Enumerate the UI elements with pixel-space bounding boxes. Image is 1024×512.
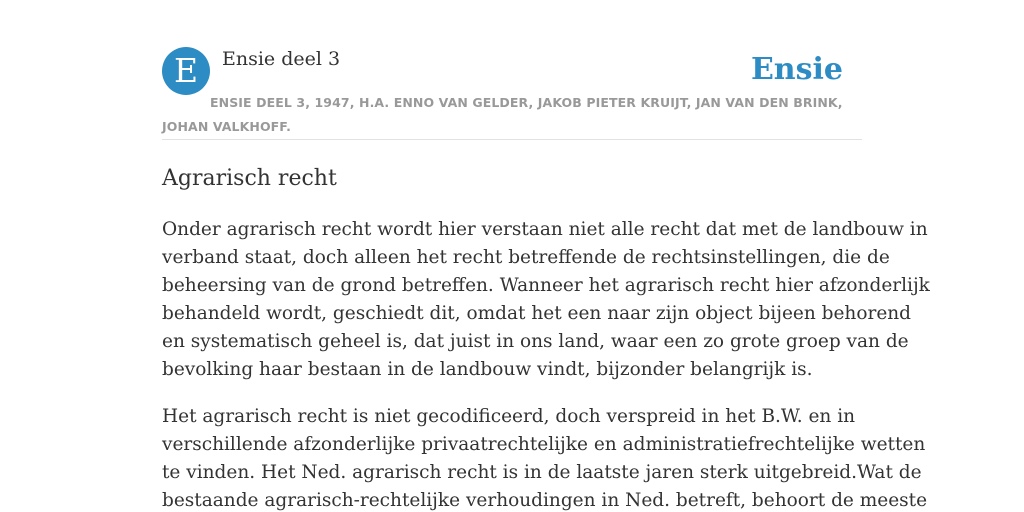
- brand-logo[interactable]: Ensie: [750, 52, 843, 87]
- book-title[interactable]: Ensie deel 3: [222, 48, 341, 70]
- ensie-logo-icon[interactable]: E: [162, 47, 210, 95]
- article: [162, 162, 930, 512]
- source-meta: ENSIE DEEL 3, 1947, H.A. ENNO VAN GELDER, JAKOB PIETER KRUIJT, JAN VAN DEN BRINK, JOHAN VALKHOFF.: [162, 95, 843, 134]
- header: [162, 46, 862, 140]
- article-paragraph: Het agrarisch recht is niet gecodificeerd, doch verspreid in het B.W. en in verschillende afzonderlijke privaatrechtelijke en administratiefrechtelijke wetten te vinden. Het Ned. agrarisch recht is in de laatste jaren sterk uitgebreid.Wat de bestaande agrarisch-rechtelijke verhoudingen in Ned. betreft, behoort de meeste: [162, 406, 928, 511]
- article-title: Agrarisch recht: [162, 166, 337, 191]
- article-paragraph: Onder agrarisch recht wordt hier verstaan niet alle recht dat met de landbouw in verband staat, doch alleen het recht betreffende de rechtsinstellingen, die de beheersing van de grond betreffen. Wanneer het agrarisch recht hier afzonderlijk behandeld wordt, geschiedt dit, omdat het een naar zijn object bijeen behorend en systematisch geheel is, dat juist in ons land, waar een zo grote groep van de bevolking haar bestaan in de landbouw vindt, bijzonder belangrijk is.: [162, 219, 930, 380]
